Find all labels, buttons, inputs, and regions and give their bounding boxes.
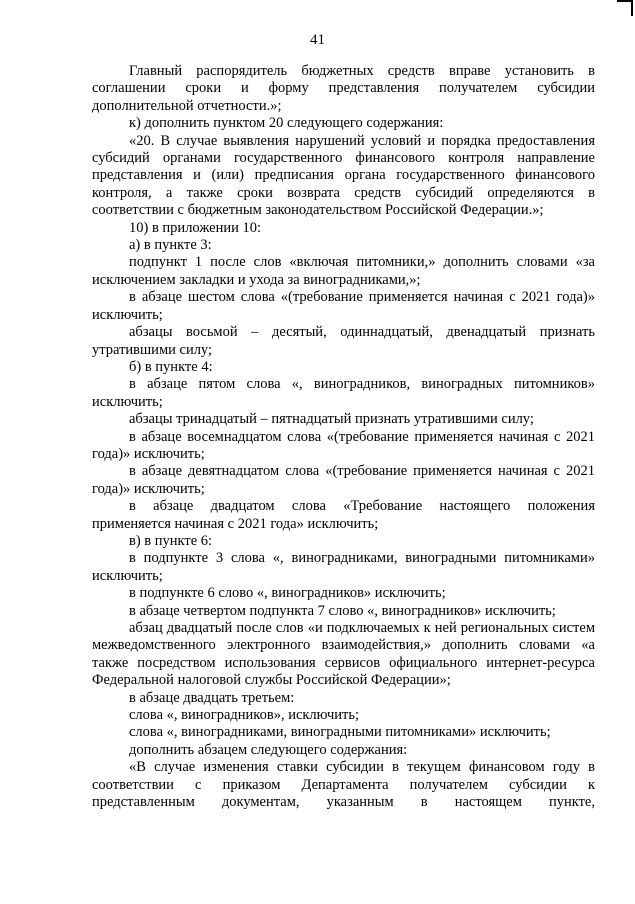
paragraph: абзацы восьмой – десятый, одиннадцатый, двенадцатый признать утратившими силу; — [92, 324, 595, 358]
paragraph-continued: «В случае изменения ставки субсидии в текущем финансовом году в соответствии с приказом Департамента получателем субсидии к представленным документам, указанным в настоящем пункте, — [92, 759, 595, 811]
paragraph: к) дополнить пунктом 20 следующего содержания: — [129, 115, 444, 132]
paragraph: в абзаце шестом слова «(требование применяется начиная с 2021 года)» исключить; — [92, 289, 595, 323]
paragraph: 10) в приложении 10: — [129, 219, 262, 236]
paragraph: в абзаце восемнадцатом слова «(требование применяется начиная с 2021 года)» исключить; — [92, 428, 595, 462]
paragraph: в абзаце двадцать третьем: — [129, 689, 295, 706]
paragraph: в абзаце девятнадцатом слова «(требование применяется начиная с 2021 года)» исключить; — [92, 463, 595, 497]
paragraph: слова «, виноградников», исключить; — [129, 707, 359, 724]
paragraph: «20. В случае выявления нарушений условий и порядка предоставления субсидий органами государственного финансового контроля направление представления и (или) предписания органа государственного финансового контроля, а также сроки возврата средств субсидий определяются в соответствии с бюджетным законодательством Российской Федерации.»; — [92, 132, 595, 219]
paragraph: в абзаце пятом слова «, виноградников, виноградных питомников» исключить; — [92, 376, 595, 410]
paragraph: в подпункте 3 слова «, виноградниками, виноградными питомниками» исключить; — [92, 550, 595, 584]
page-number: 41 — [310, 32, 325, 48]
document-body — [92, 63, 595, 811]
paragraph: в) в пункте 6: — [129, 532, 213, 549]
paragraph: в абзаце четвертом подпункта 7 слово «, виноградников» исключить; — [129, 602, 556, 619]
paragraph: подпункт 1 после слов «включая питомники,» дополнить словами «за исключением закладки и ухода за виноградниками,»; — [92, 254, 595, 288]
paragraph: абзацы тринадцатый – пятнадцатый признать утратившими силу; — [129, 411, 534, 428]
paragraph: Главный распорядитель бюджетных средств вправе установить в соглашении сроки и форму представления получателем субсидии дополнительной отчетности.»; — [92, 63, 595, 114]
paragraph: а) в пункте 3: — [129, 237, 212, 254]
paragraph: дополнить абзацем следующего содержания: — [129, 741, 408, 758]
paragraph: б) в пункте 4: — [129, 358, 213, 375]
page-corner-mark — [617, 0, 633, 16]
paragraph: абзац двадцатый после слов «и подключаемых к ней региональных систем межведомственного электронного взаимодействия,» дополнить словами «а также посредством использования сервисов официального интернет-ресурса Федеральной налоговой службы Российской Федерации»; — [92, 620, 595, 689]
paragraph: в абзаце двадцатом слова «Требование настоящего положения применяется начиная с 2021 года» исключить; — [92, 498, 595, 532]
paragraph: слова «, виноградниками, виноградными питомниками» исключить; — [129, 724, 551, 741]
paragraph: в подпункте 6 слово «, виноградников» исключить; — [129, 585, 446, 602]
